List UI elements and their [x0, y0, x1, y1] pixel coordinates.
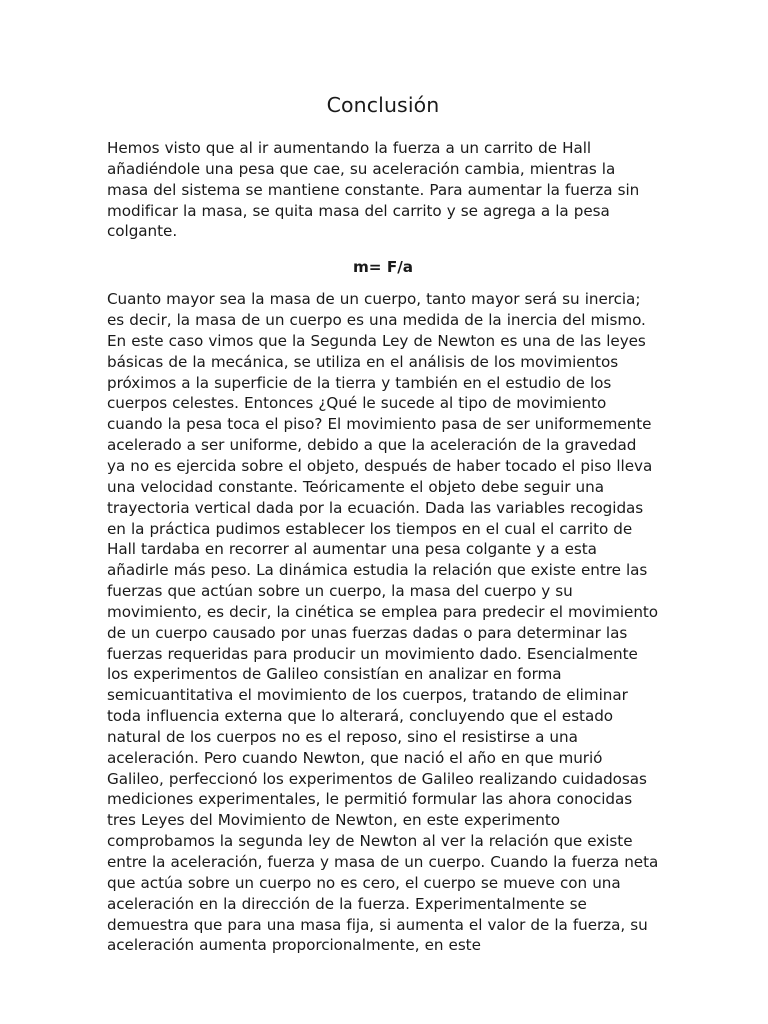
document-page: [107, 90, 659, 956]
document-title: Conclusión: [326, 93, 440, 117]
paragraph-body: Cuanto mayor sea la masa de un cuerpo, tanto mayor será su inercia; es decir, la masa de un cuerpo es una medida de la inercia del mismo. En este caso vimos que la Segunda Ley de Newton es una de las leyes básicas de la mecánica, se utiliza en el análisis de los movimientos próximos a la superficie de la tierra y también en el estudio de los cuerpos celestes. Entonces ¿Qué le sucede al tipo de movimiento cuando la pesa toca el piso? El movimiento pasa de ser uniformemente acelerado a ser uniforme, debido a que la aceleración de la gravedad ya no es ejercida sobre el objeto, después de haber tocado el piso lleva una velocidad constante. Teóricamente el objeto debe seguir una trayectoria vertical dada por la ecuación. Dada las variables recogidas en la práctica pudimos establecer los tiempos en el cual el carrito de Hall tardaba en recorrer al aumentar una pesa colgante y a esta añadirle más peso. La dinámica estudia la relación que existe entre las fuerzas que actúan sobre un cuerpo, la masa del cuerpo y su movimiento, es decir, la cinética se emplea para predecir el movimiento de un cuerpo causado por unas fuerzas dadas o para determinar las fuerzas requeridas para producir un movimiento dado. Esencialmente los experimentos de Galileo consistían en analizar en forma semicuantitativa el movimiento de los cuerpos, tratando de eliminar toda influencia externa que lo alterará, concluyendo que el estado natural de los cuerpos no es el reposo, sino el resistirse a una aceleración. Pero cuando Newton, que nació el año en que murió Galileo, perfeccionó los experimentos de Galileo realizando cuidadosas mediciones experimentales, le permitió formular las ahora conocidas tres Leyes del Movimiento de Newton, en este experimento comprobamos la segunda ley de Newton al ver la relación que existe entre la aceleración, fuerza y masa de un cuerpo. Cuando la fuerza neta que actúa sobre un cuerpo no es cero, el cuerpo se mueve con una aceleración en la dirección de la fuerza. Experimentalmente se demuestra que para una masa fija, si aumenta el valor de la fuerza, su aceleración aumenta proporcionalmente, en este: [107, 290, 659, 955]
paragraph-intro: Hemos visto que al ir aumentando la fuerza a un carrito de Hall añadiéndole una pesa que cae, su aceleración cambia, mientras la masa del sistema se mantiene constante. Para aumentar la fuerza sin modificar la masa, se quita masa del carrito y se agrega a la pesa colgante.: [107, 139, 640, 241]
formula: m= F/a: [352, 258, 413, 277]
